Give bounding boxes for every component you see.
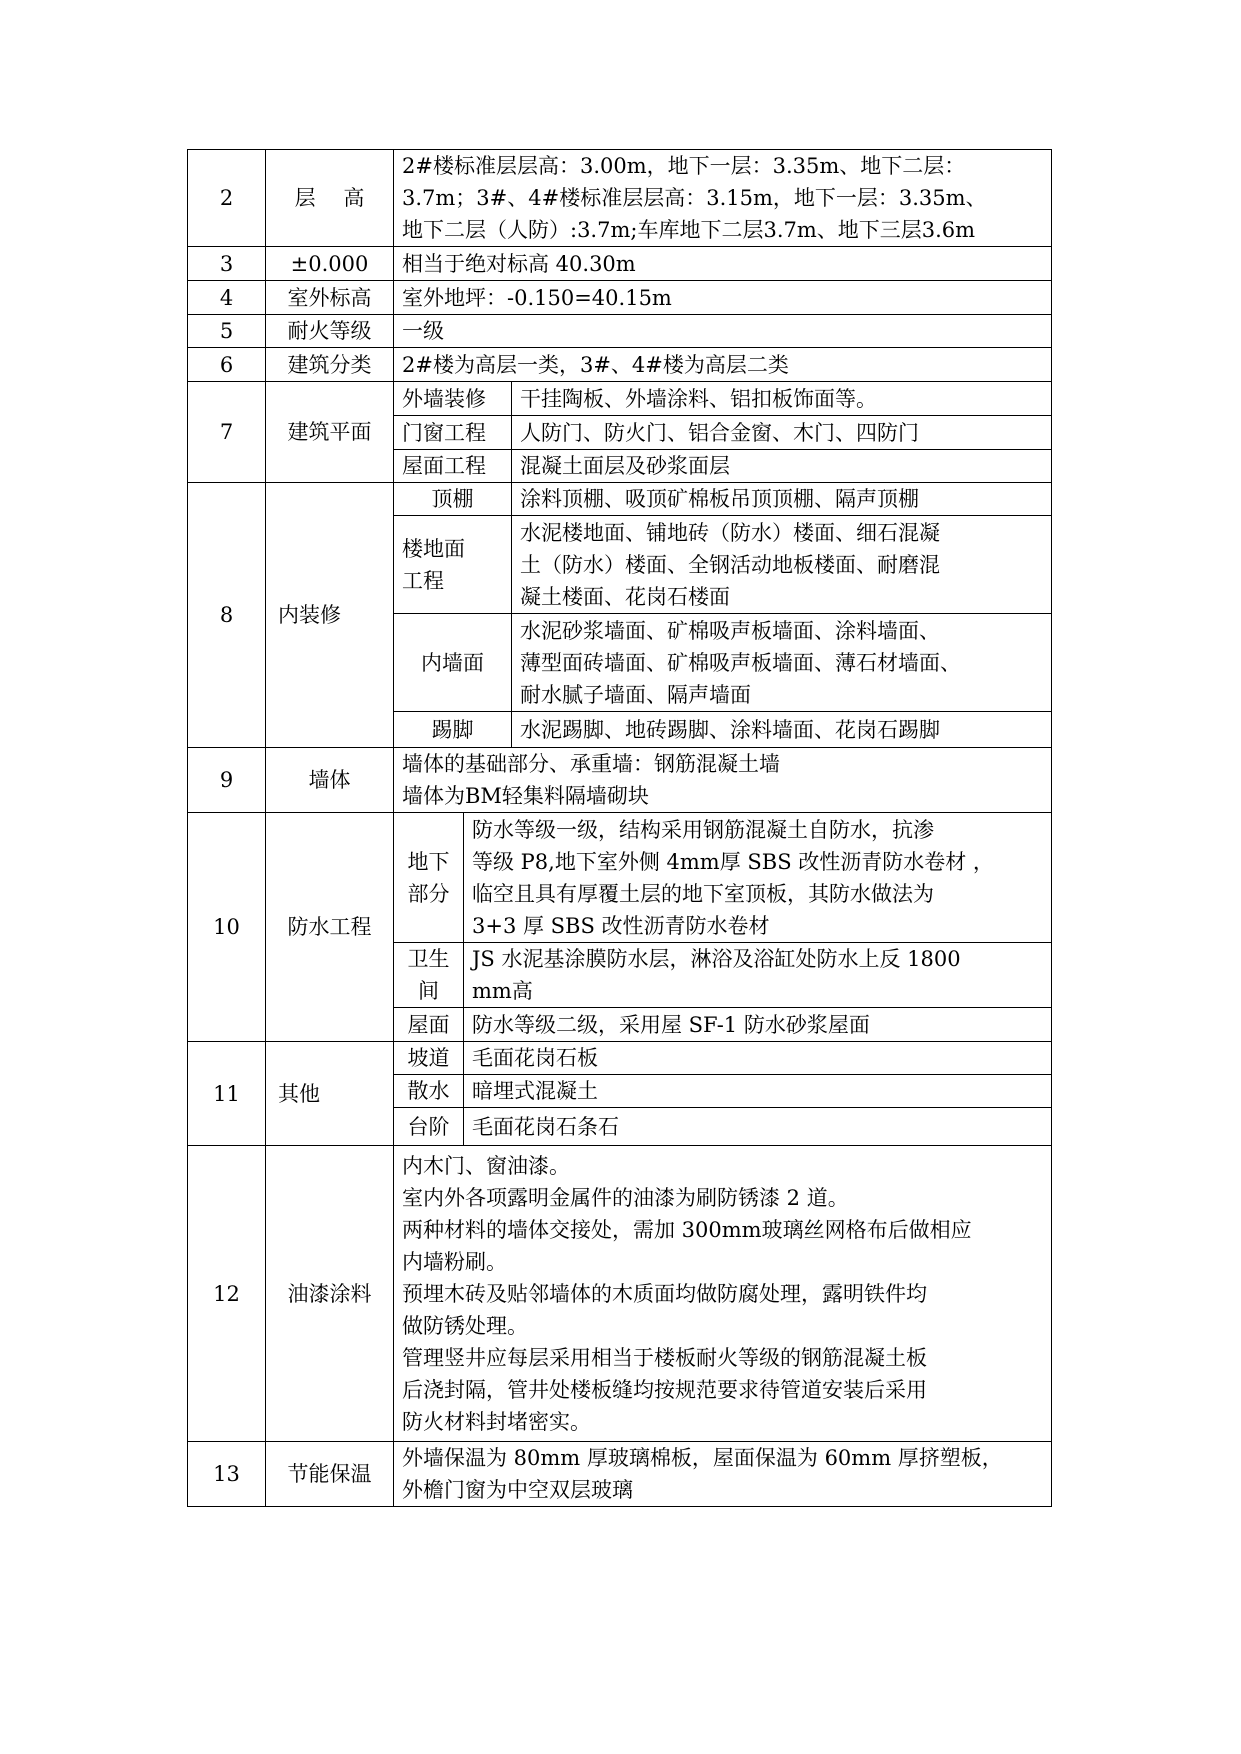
content-line: 地下二层（人防）:3.7m;车库地下二层3.7m、地下三层3.6m bbox=[402, 218, 976, 242]
sub-category: 顶棚 bbox=[394, 483, 512, 516]
sub-category-line: 间 bbox=[418, 979, 439, 1003]
row-category: 节能保温 bbox=[266, 1442, 394, 1507]
sub-category-line: 工程 bbox=[402, 568, 444, 593]
row-category: 油漆涂料 bbox=[266, 1146, 394, 1442]
row-number: 11 bbox=[188, 1042, 266, 1146]
sub-content: 毛面花岗石条石 bbox=[464, 1108, 1052, 1146]
sub-category bbox=[394, 813, 464, 943]
row-category: 建筑分类 bbox=[266, 348, 394, 382]
row-category: 室外标高 bbox=[266, 281, 394, 315]
sub-category: 内墙面 bbox=[394, 614, 512, 712]
content-line: 3+3 厚 SBS 改性沥青防水卷材 bbox=[472, 913, 770, 938]
sub-category: 踢脚 bbox=[394, 712, 512, 748]
table-row bbox=[188, 1146, 1052, 1442]
content-line: 外檐门窗为中空双层玻璃 bbox=[402, 1478, 633, 1502]
sub-category: 屋面 bbox=[394, 1008, 464, 1042]
sub-category-line: 楼地面 bbox=[402, 536, 465, 561]
content-line: 墙体的基础部分、承重墙：钢筋混凝土墙 bbox=[402, 752, 780, 776]
row-category: 建筑平面 bbox=[266, 382, 394, 483]
row-content: 一级 bbox=[394, 315, 1052, 348]
row-number: 9 bbox=[188, 748, 266, 813]
content-line: 薄型面砖墙面、矿棉吸声板墙面、薄石材墙面、 bbox=[520, 650, 961, 675]
content-line: 外墙保温为 80mm 厚玻璃棉板，屋面保温为 60mm 厚挤塑板， bbox=[402, 1446, 1003, 1470]
table-row bbox=[188, 483, 1052, 516]
content-line: 2#楼标准层层高：3.00m，地下一层：3.35m、地下二层： bbox=[402, 154, 966, 178]
sub-category: 台阶 bbox=[394, 1108, 464, 1146]
row-number: 12 bbox=[188, 1146, 266, 1442]
content-line: 预埋木砖及贴邻墙体的木质面均做防腐处理，露明铁件均 bbox=[402, 1281, 927, 1306]
content-line: 后浇封隔，管井处楼板缝均按规范要求待管道安装后采用 bbox=[402, 1377, 927, 1402]
sub-content bbox=[464, 813, 1052, 943]
content-line: 防水等级一级，结构采用钢筋混凝土自防水，抗渗 bbox=[472, 817, 934, 842]
table-row bbox=[188, 150, 1052, 247]
table-row bbox=[188, 247, 1052, 281]
content-line: 防火材料封堵密实。 bbox=[402, 1409, 591, 1434]
spec-table bbox=[187, 149, 1052, 1507]
row-content: 相当于绝对标高 40.30m bbox=[394, 247, 1052, 281]
row-content bbox=[394, 1442, 1052, 1507]
content-line: 做防锈处理。 bbox=[402, 1313, 528, 1338]
content-line: 两种材料的墙体交接处，需加 300mm玻璃丝网格布后做相应 bbox=[402, 1217, 972, 1242]
sub-content: 混凝土面层及砂浆面层 bbox=[512, 450, 1052, 483]
row-category: 防水工程 bbox=[266, 813, 394, 1042]
row-category: 墙体 bbox=[266, 748, 394, 813]
content-line: 凝土楼面、花岗石楼面 bbox=[520, 584, 730, 609]
content-line: 室内外各项露明金属件的油漆为刷防锈漆 2 道。 bbox=[402, 1185, 849, 1210]
sub-content: 暗埋式混凝土 bbox=[464, 1075, 1052, 1108]
row-content bbox=[394, 748, 1052, 813]
content-line: 水泥楼地面、铺地砖（防水）楼面、细石混凝 bbox=[520, 520, 940, 545]
sub-content: 涂料顶棚、吸顶矿棉板吊顶顶棚、隔声顶棚 bbox=[512, 483, 1052, 516]
row-content: 2#楼为高层一类，3#、4#楼为高层二类 bbox=[394, 348, 1052, 382]
sub-category-line: 地下 bbox=[407, 849, 450, 874]
sub-content bbox=[464, 943, 1052, 1008]
content-line: mm高 bbox=[472, 979, 533, 1003]
content-line: 内木门、窗油漆。 bbox=[402, 1153, 570, 1178]
row-number: 4 bbox=[188, 281, 266, 315]
row-category: 其他 bbox=[266, 1042, 394, 1146]
sub-category bbox=[394, 943, 464, 1008]
row-category: 内装修 bbox=[266, 483, 394, 748]
row-number: 8 bbox=[188, 483, 266, 748]
row-category: 层 高 bbox=[266, 150, 394, 247]
table-row bbox=[188, 813, 1052, 943]
content-line: JS 水泥基涂膜防水层，淋浴及浴缸处防水上反 1800 bbox=[472, 947, 961, 971]
sub-category: 屋面工程 bbox=[394, 450, 512, 483]
row-category: 耐火等级 bbox=[266, 315, 394, 348]
sub-content bbox=[512, 516, 1052, 614]
sub-content: 毛面花岗石板 bbox=[464, 1042, 1052, 1075]
content-line: 土（防水）楼面、全钢活动地板楼面、耐磨混 bbox=[520, 552, 940, 577]
table-row bbox=[188, 1042, 1052, 1075]
content-line: 3.7m；3#、4#楼标准层层高：3.15m，地下一层：3.35m、 bbox=[402, 186, 987, 210]
sub-category: 坡道 bbox=[394, 1042, 464, 1075]
table-row bbox=[188, 281, 1052, 315]
row-category: ±0.000 bbox=[266, 247, 394, 281]
row-number: 6 bbox=[188, 348, 266, 382]
row-content bbox=[394, 1146, 1052, 1442]
sub-content: 人防门、防火门、铝合金窗、木门、四防门 bbox=[512, 416, 1052, 450]
table-row bbox=[188, 382, 1052, 416]
row-content: 室外地坪：-0.150=40.15m bbox=[394, 281, 1052, 315]
content-line: 水泥砂浆墙面、矿棉吸声板墙面、涂料墙面、 bbox=[520, 618, 940, 643]
table-row bbox=[188, 748, 1052, 813]
row-number: 13 bbox=[188, 1442, 266, 1507]
row-number: 2 bbox=[188, 150, 266, 247]
sub-category bbox=[394, 516, 512, 614]
sub-content bbox=[512, 614, 1052, 712]
sub-content: 干挂陶板、外墙涂料、铝扣板饰面等。 bbox=[512, 382, 1052, 416]
sub-content: 防水等级二级，采用屋 SF-1 防水砂浆屋面 bbox=[464, 1008, 1052, 1042]
sub-category-line: 卫生 bbox=[407, 947, 450, 971]
sub-category: 门窗工程 bbox=[394, 416, 512, 450]
sub-category: 外墙装修 bbox=[394, 382, 512, 416]
content-line: 耐水腻子墙面、隔声墙面 bbox=[520, 682, 751, 707]
row-content bbox=[394, 150, 1052, 247]
table-row bbox=[188, 348, 1052, 382]
content-line: 临空且具有厚覆土层的地下室顶板，其防水做法为 bbox=[472, 881, 934, 906]
table-row bbox=[188, 315, 1052, 348]
content-line: 等级 P8,地下室外侧 4mm厚 SBS 改性沥青防水卷材 ， bbox=[472, 849, 994, 874]
content-line: 管理竖井应每层采用相当于楼板耐火等级的钢筋混凝土板 bbox=[402, 1345, 927, 1370]
content-line: 墙体为BM轻集料隔墙砌块 bbox=[402, 784, 649, 808]
row-number: 3 bbox=[188, 247, 266, 281]
table-row bbox=[188, 1442, 1052, 1507]
sub-category-line: 部分 bbox=[407, 881, 450, 906]
content-line: 内墙粉刷。 bbox=[402, 1249, 507, 1274]
sub-content: 水泥踢脚、地砖踢脚、涂料墙面、花岗石踢脚 bbox=[512, 712, 1052, 748]
row-number: 10 bbox=[188, 813, 266, 1042]
row-number: 5 bbox=[188, 315, 266, 348]
sub-category: 散水 bbox=[394, 1075, 464, 1108]
row-number: 7 bbox=[188, 382, 266, 483]
